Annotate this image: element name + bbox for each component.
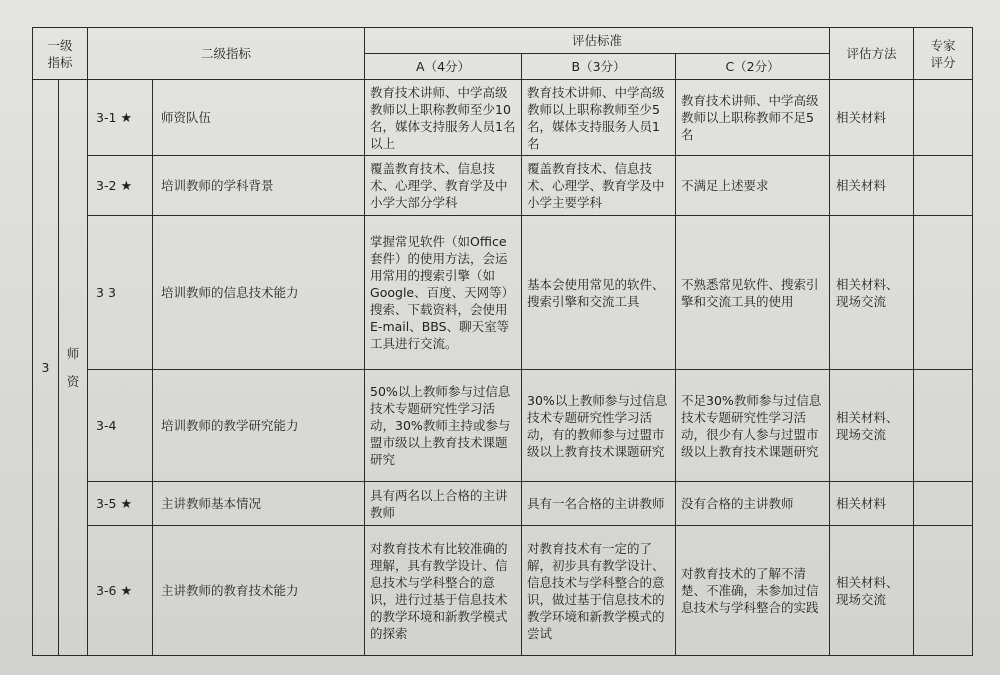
row-id: 3-5 [96,495,117,511]
level2-header: 二级指标 [88,28,365,80]
standard-header: 评估标准 [365,28,830,54]
row-id: 3-4 [96,417,117,433]
expert-score-cell[interactable] [914,216,973,370]
criterion-a: 掌握常见软件（如Office套件）的使用方法，会运用常用的搜索引擎（如Google、百度、天网等）搜索、下载资料，会使用E-mail、BBS、聊天室等工具进行交流。 [365,216,522,370]
expert-score-cell[interactable] [914,156,973,216]
expert-score-cell[interactable] [914,526,973,656]
criterion-a: 教育技术讲师、中学高级教师以上职称教师至少10名，媒体支持服务人员1名以上 [365,80,522,156]
method-header: 评估方法 [830,28,914,80]
criterion-a: 具有两名以上合格的主讲教师 [365,482,522,526]
header-row-1 [33,28,973,54]
criterion-a: 50%以上教师参与过信息技术专题研究性学习活动，30%教师主持或参与盟市级以上教育技术课题研究 [365,370,522,482]
row-id-cell [88,80,153,156]
row-id-cell [88,156,153,216]
row-id: 3-2 [96,177,117,193]
table-row [33,156,973,216]
indicator-name: 培训教师的教学研究能力 [153,370,365,482]
indicator-name: 培训教师的学科背景 [153,156,365,216]
table-row [33,482,973,526]
category-number: 3 [33,80,59,656]
row-id: 3-1 [96,109,117,125]
expert-score-cell[interactable] [914,370,973,482]
evaluation-table [32,27,973,656]
indicator-name: 师资队伍 [153,80,365,156]
star-icon: ★ [120,583,133,599]
expert-score-header: 专家 评分 [914,28,973,80]
category-name-char: 师 [66,345,80,361]
criterion-b: 具有一名合格的主讲教师 [522,482,676,526]
criterion-c: 不满足上述要求 [676,156,830,216]
table-row [33,370,973,482]
criterion-b: 覆盖教育技术、信息技术、心理学、教育学及中小学主要学科 [522,156,676,216]
grade-b-header: B（3分） [522,54,676,80]
criterion-a: 覆盖教育技术、信息技术、心理学、教育学及中小学大部分学科 [365,156,522,216]
evaluation-method: 相关材料 [830,80,914,156]
table-row [33,80,973,156]
criterion-c: 不足30%教师参与过信息技术专题研究性学习活动，很少有人参与过盟市级以上教育技术课题研究 [676,370,830,482]
row-id-cell [88,526,153,656]
indicator-name: 主讲教师基本情况 [153,482,365,526]
table-row [33,526,973,656]
row-id: 3-6 [96,582,117,598]
row-id-cell [88,216,153,370]
criterion-a: 对教育技术有比较准确的理解，具有教学设计、信息技术与学科整合的意识，进行过基于信息技术的教学环境和新教学模式的探索 [365,526,522,656]
criterion-c: 不熟悉常见软件、搜索引擎和交流工具的使用 [676,216,830,370]
star-icon: ★ [120,496,133,512]
criterion-b: 30%以上教师参与过信息技术专题研究性学习活动，有的教师参与过盟市级以上教育技术课题研究 [522,370,676,482]
evaluation-method: 相关材料 [830,156,914,216]
expert-score-cell[interactable] [914,482,973,526]
table-row [33,216,973,370]
category-name [59,80,88,656]
indicator-name: 主讲教师的教育技术能力 [153,526,365,656]
category-name-char: 资 [66,373,80,389]
row-id-cell [88,482,153,526]
evaluation-method: 相关材料、现场交流 [830,370,914,482]
expert-score-cell[interactable] [914,80,973,156]
evaluation-method: 相关材料、现场交流 [830,526,914,656]
criterion-c: 没有合格的主讲教师 [676,482,830,526]
row-id-cell [88,370,153,482]
grade-a-header: A（4分） [365,54,522,80]
evaluation-method: 相关材料、现场交流 [830,216,914,370]
grade-c-header: C（2分） [676,54,830,80]
evaluation-method: 相关材料 [830,482,914,526]
criterion-b: 基本会使用常见的软件、搜索引擎和交流工具 [522,216,676,370]
level1-header: 一级 指标 [33,28,88,80]
criterion-b: 教育技术讲师、中学高级教师以上职称教师至少5名，媒体支持服务人员1名 [522,80,676,156]
row-id: 3 3 [96,284,116,300]
criterion-c: 对教育技术的了解不清楚、不准确，未参加过信息技术与学科整合的实践 [676,526,830,656]
indicator-name: 培训教师的信息技术能力 [153,216,365,370]
star-icon: ★ [120,178,133,194]
criterion-b: 对教育技术有一定的了解，初步具有教学设计、信息技术与学科整合的意识，做过基于信息技术的教学环境和新教学模式的尝试 [522,526,676,656]
star-icon: ★ [120,110,133,126]
criterion-c: 教育技术讲师、中学高级教师以上职称教师不足5名 [676,80,830,156]
